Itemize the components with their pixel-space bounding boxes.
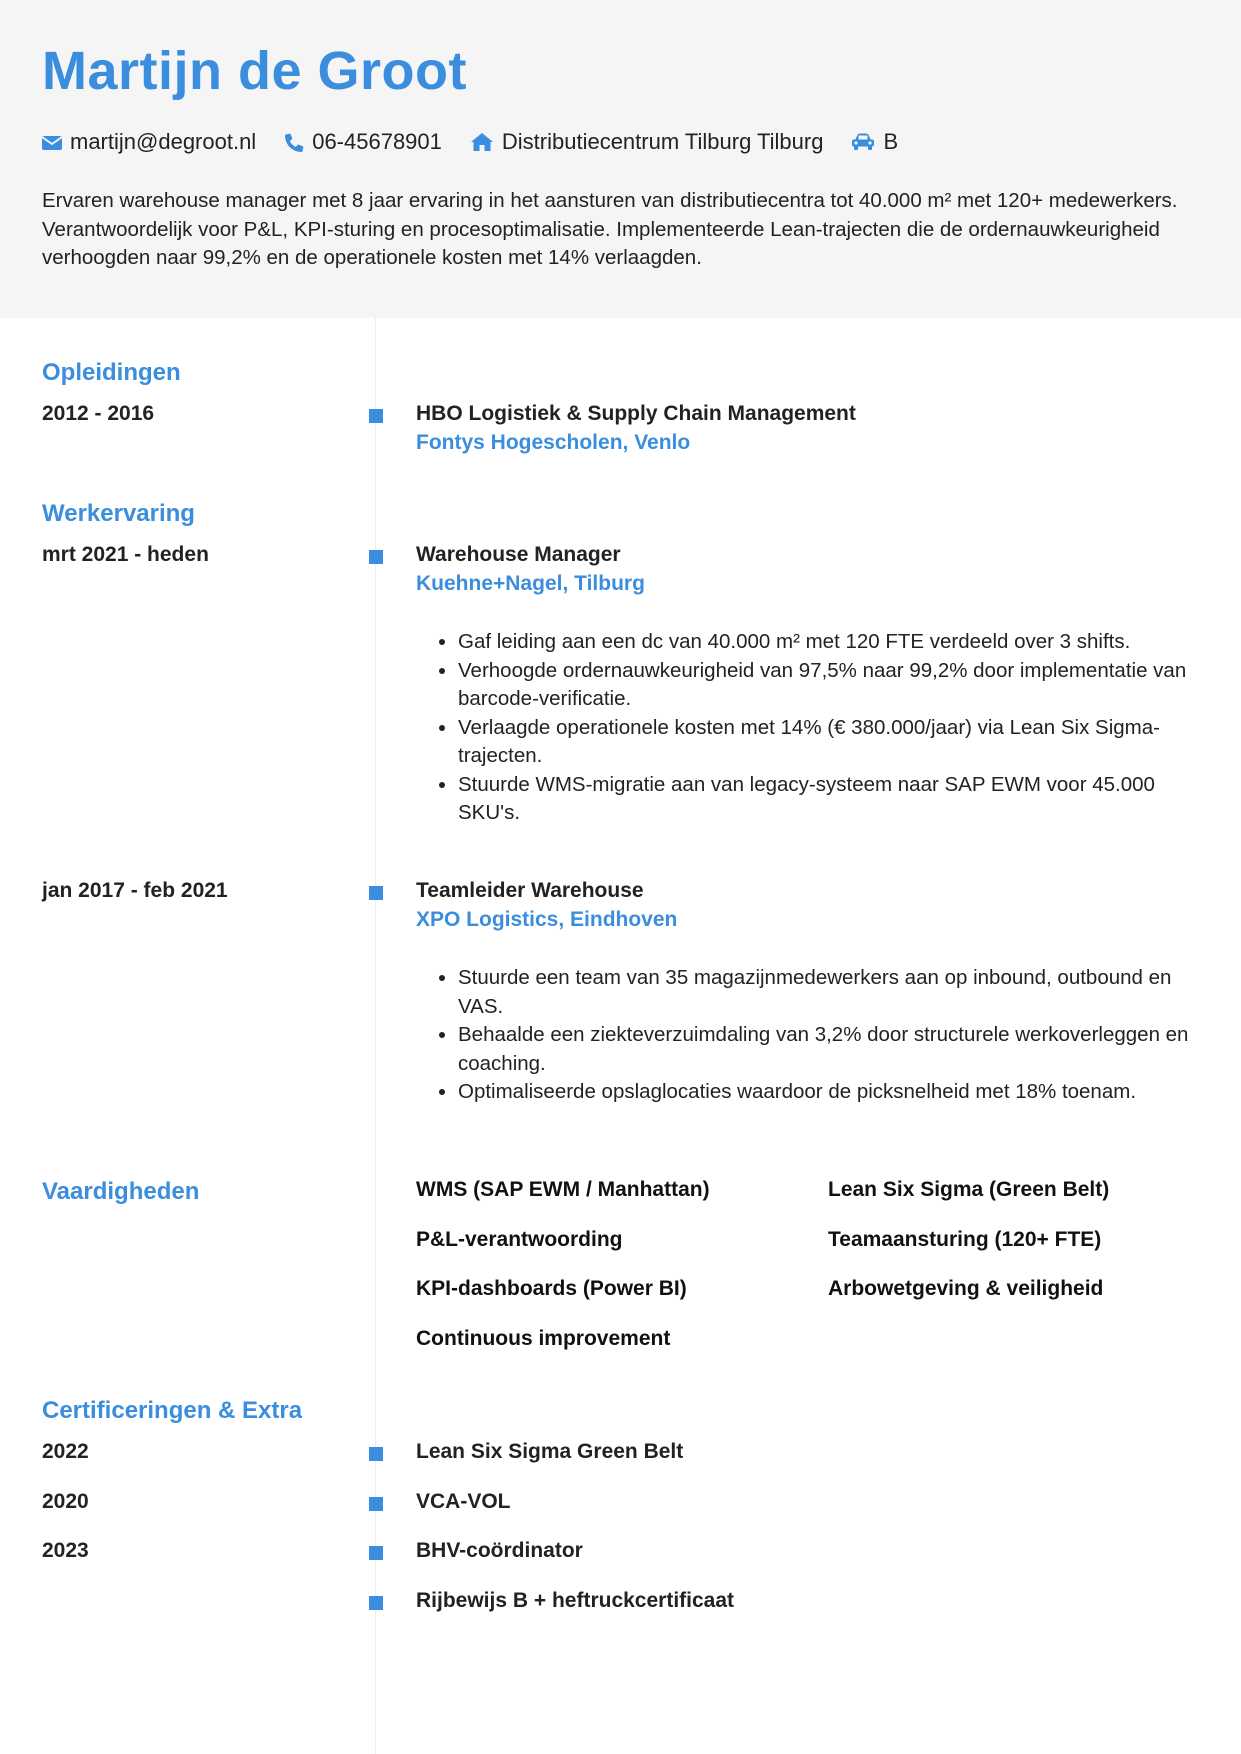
contact-address	[470, 129, 824, 155]
skill-item: Lean Six Sigma (Green Belt)	[828, 1178, 1110, 1201]
skill-item: KPI-dashboards (Power BI)	[416, 1277, 687, 1300]
duty-item: • Verlaagde operationele kosten met 14% (€ 380.000/jaar) via Lean Six Sigma-trajecten.	[458, 714, 1218, 771]
education-institution: Fontys Hogescholen, Venlo	[416, 431, 691, 454]
job-title: Teamleider Warehouse	[416, 879, 644, 902]
cert-date: 2022	[42, 1440, 89, 1463]
timeline-marker	[369, 1596, 383, 1610]
duty-item: • Behaalde een ziekteverzuimdaling van 3,2% door structurele werkoverleggen en coaching.	[458, 1021, 1218, 1078]
address-text: Distributiecentrum Tilburg Tilburg	[501, 129, 824, 154]
timeline-marker	[369, 1447, 383, 1461]
contact-email[interactable]	[42, 129, 256, 155]
car-icon	[851, 133, 875, 151]
cert-title: VCA-VOL	[416, 1490, 511, 1513]
job-duties	[416, 628, 1218, 828]
job-duties	[416, 964, 1218, 1107]
job-date: jan 2017 - feb 2021	[42, 879, 228, 902]
section-title-experience: Werkervaring	[42, 500, 195, 527]
header	[0, 0, 1241, 318]
duty-item: • Stuurde WMS-migratie aan van legacy-systeem naar SAP EWM voor 45.000 SKU's.	[458, 771, 1218, 828]
timeline-marker	[369, 886, 383, 900]
profile-summary: Ervaren warehouse manager met 8 jaar ervaring in het aansturen van distributiecentra tot 40.000 m² met 120+ medewerkers. Verantwoordelijk voor P&L, KPI-sturing en procesoptimalisatie. Implementeerde Lean-trajecten die de ordernauwkeurigheid verhoogden naar 99,2% en de operationele kosten met 14% verlaagden.	[42, 189, 1178, 269]
section-title-certifications: Certificeringen & Extra	[42, 1397, 303, 1424]
cert-title: Rijbewijs B + heftruckcertificaat	[416, 1589, 735, 1612]
phone-icon	[284, 132, 304, 152]
duty-item: • Optimaliseerde opslaglocaties waardoor de picksnelheid met 18% toenam.	[458, 1078, 1218, 1107]
timeline-marker	[369, 1497, 383, 1511]
job-company: XPO Logistics, Eindhoven	[416, 908, 678, 931]
license-text: B	[883, 129, 899, 154]
skill-item: Continuous improvement	[416, 1327, 671, 1350]
contact-license	[851, 129, 898, 155]
cert-title: BHV-coördinator	[416, 1539, 583, 1562]
email-text: martijn@degroot.nl	[70, 129, 257, 154]
envelope-icon	[42, 134, 62, 150]
phone-text: 06-45678901	[312, 129, 442, 154]
skill-item: Arbowetgeving & veiligheid	[828, 1277, 1104, 1300]
timeline-marker	[369, 409, 383, 423]
contact-phone[interactable]	[284, 129, 442, 155]
timeline-marker	[369, 550, 383, 564]
home-icon	[470, 132, 494, 152]
section-title-education: Opleidingen	[42, 359, 181, 386]
skill-item: P&L-verantwoording	[416, 1228, 623, 1251]
duty-item: • Stuurde een team van 35 magazijnmedewerkers aan op inbound, outbound en VAS.	[458, 964, 1218, 1021]
cert-title: Lean Six Sigma Green Belt	[416, 1440, 684, 1463]
timeline-marker	[369, 1546, 383, 1560]
timeline-divider	[375, 318, 376, 1754]
job-company: Kuehne+Nagel, Tilburg	[416, 572, 645, 595]
cert-date: 2020	[42, 1490, 89, 1513]
job-date: mrt 2021 - heden	[42, 543, 209, 566]
skill-item: WMS (SAP EWM / Manhattan)	[416, 1178, 710, 1201]
job-title: Warehouse Manager	[416, 543, 621, 566]
candidate-name: Martijn de Groot	[42, 41, 467, 101]
contact-row	[42, 128, 926, 156]
education-degree: HBO Logistiek & Supply Chain Management	[416, 402, 856, 425]
duty-item: • Gaf leiding aan een dc van 40.000 m² met 120 FTE verdeeld over 3 shifts.	[458, 628, 1218, 657]
section-title-skills: Vaardigheden	[42, 1178, 200, 1205]
duty-item: • Verhoogde ordernauwkeurigheid van 97,5% naar 99,2% door implementatie van barcode-verificatie.	[458, 657, 1218, 714]
education-date: 2012 - 2016	[42, 402, 155, 425]
skill-item: Teamaansturing (120+ FTE)	[828, 1228, 1102, 1251]
cert-date: 2023	[42, 1539, 89, 1562]
